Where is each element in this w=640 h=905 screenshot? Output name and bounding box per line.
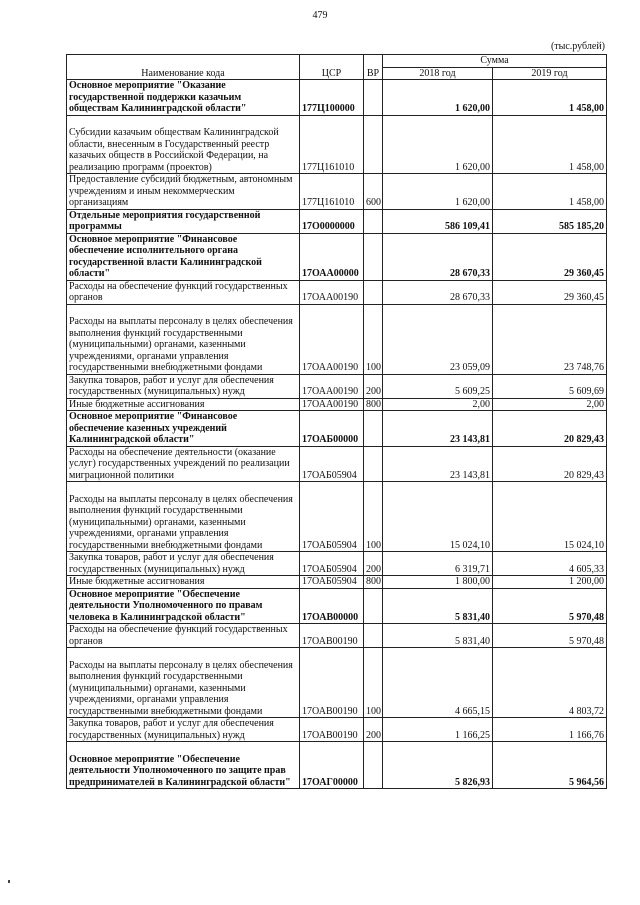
row-csr: 17ОАА00190 [300,398,364,411]
row-vr [364,233,383,280]
table-row [67,588,607,624]
units-label: (тыс.рублей) [550,41,605,52]
row-name-line: учреждениям и иным некоммерческим [69,185,235,197]
table-row [67,398,607,411]
row-vr: 200 [364,374,383,398]
row-name-line: Основное мероприятие "Обеспечение [69,588,240,600]
row-name-line: (муниципальными) органами, казенными [69,682,246,694]
row-name [67,742,300,789]
row-name [67,209,300,233]
row-csr: 17ОАА00190 [300,304,364,374]
row-name-line: государственных (муниципальных) нужд [69,386,245,397]
row-name-line: миграционной политики [69,469,174,481]
table-row [67,411,607,447]
row-name-line: выполнения функций государственными [69,671,243,682]
row-name-line: государственными внебюджетными фондами [69,539,263,551]
row-vr [364,742,383,789]
row-sum-2019: 5 970,48 [493,624,607,648]
row-name [67,588,300,624]
row-name-line: учреждениями, органами управления [69,528,229,539]
header-year-2019: 2019 год [493,67,607,80]
row-sum-2019: 2,00 [493,398,607,411]
row-sum-2018: 586 109,41 [383,209,493,233]
row-vr [364,588,383,624]
row-sum-2019: 5 609,69 [493,374,607,398]
page-number: 479 [312,10,328,21]
row-name-line: Калининградской области" [69,434,195,445]
table-row [67,209,607,233]
row-sum-2018: 15 024,10 [383,482,493,552]
row-csr: 177Ц161010 [300,174,364,210]
row-sum-2018: 5 609,25 [383,374,493,398]
row-name-line: Расходы на выплаты персоналу в целях обеспечения [69,316,293,327]
row-name [67,398,300,411]
row-name-line: Расходы на выплаты персоналу в целях обеспечения [69,659,293,671]
row-csr: 17ОАВ00190 [300,648,364,718]
row-csr: 17ОАГ00000 [300,742,364,789]
row-sum-2018: 6 319,71 [383,552,493,576]
row-csr: 17ОАВ00190 [300,718,364,742]
row-csr: 17ОАБ05904 [300,576,364,589]
row-name [67,174,300,210]
row-name-line: государственными внебюджетными фондами [69,362,263,373]
row-sum-2018: 1 166,25 [383,718,493,742]
row-sum-2019: 4 605,33 [493,552,607,576]
row-name-line: (муниципальными) органами, казенными [69,516,246,528]
row-name-line: (муниципальными) органами, казенными [69,339,246,350]
row-sum-2018: 2,00 [383,398,493,411]
row-name [67,233,300,280]
row-vr: 100 [364,304,383,374]
row-sum-2019: 15 024,10 [493,482,607,552]
scan-mark [8,880,10,883]
row-sum-2019: 29 360,45 [493,233,607,280]
row-csr: 17ОАБ05904 [300,552,364,576]
row-name-line: Закупка товаров, работ и услуг для обеспечения [69,718,274,729]
row-name-line: выполнения функций государственными [69,505,243,516]
row-name-line: услуг) государственных учреждений по реализации [69,458,290,469]
row-vr: 100 [364,482,383,552]
row-name-line [69,648,297,660]
row-name [67,280,300,304]
row-name [67,446,300,482]
row-sum-2019: 4 803,72 [493,648,607,718]
row-vr: 800 [364,398,383,411]
row-sum-2018: 5 831,40 [383,588,493,624]
row-vr [364,624,383,648]
row-sum-2018: 4 665,15 [383,648,493,718]
row-name-line: области" [69,268,111,279]
row-vr [364,209,383,233]
row-sum-2018: 28 670,33 [383,233,493,280]
row-name [67,648,300,718]
row-sum-2018: 1 620,00 [383,115,493,174]
table-row [67,233,607,280]
row-sum-2019: 5 970,48 [493,588,607,624]
row-sum-2019: 1 458,00 [493,174,607,210]
row-sum-2018: 28 670,33 [383,280,493,304]
row-name-line: обеспечение исполнительного органа [69,245,238,256]
row-sum-2019: 1 458,00 [493,115,607,174]
row-sum-2019: 20 829,43 [493,446,607,482]
table-body [67,80,607,789]
row-name [67,624,300,648]
row-name [67,80,300,116]
header-year-2018: 2018 год [383,67,493,80]
row-csr: 17ОАА00190 [300,374,364,398]
row-name-line: деятельности Уполномоченного по правам [69,600,263,611]
table-row [67,718,607,742]
row-name [67,552,300,576]
row-sum-2018: 1 620,00 [383,80,493,116]
row-vr [364,80,383,116]
row-sum-2019: 1 458,00 [493,80,607,116]
row-csr: 17ОАБ00000 [300,411,364,447]
row-name-line: обеспечение казенных учреждений [69,422,227,434]
row-name-line: Расходы на выплаты персоналу в целях обеспечения [69,493,293,505]
table-row [67,576,607,589]
row-vr [364,446,383,482]
table-row [67,446,607,482]
row-csr: 17ОАА00190 [300,280,364,304]
table-row [67,624,607,648]
row-name-line: Основное мероприятие "Финансовое [69,411,238,422]
row-sum-2018: 23 143,81 [383,446,493,482]
header-name: Наименование кода [67,55,300,80]
row-sum-2018: 1 800,00 [383,576,493,589]
row-csr: 177Ц100000 [300,80,364,116]
row-name-line: государственной власти Калининградской [69,256,262,268]
table-row [67,80,607,116]
row-name-line: Расходы на обеспечение функций государственных [69,624,288,635]
row-name-line [69,742,297,754]
row-name-line: государственной поддержки казачьим [69,91,242,103]
row-name [67,374,300,398]
table-row [67,742,607,789]
row-vr [364,280,383,304]
row-vr: 800 [364,576,383,589]
row-sum-2019: 23 748,76 [493,304,607,374]
row-csr: 17ОАВ00190 [300,624,364,648]
row-name-line: Отдельные мероприятия государственной [69,209,261,221]
row-name-line: Основное мероприятие "Финансовое [69,233,238,245]
row-name [67,304,300,374]
budget-table [66,54,607,789]
header-sum: Сумма [383,55,607,68]
table-row [67,115,607,174]
row-name-line [69,116,297,128]
row-name-line: Основное мероприятие "Обеспечение [69,753,240,765]
row-vr [364,115,383,174]
row-name-line: учреждениями, органами управления [69,350,229,362]
row-name-line: области, внесенным в Государственный реестр [69,138,270,150]
row-name-line: органов [69,292,103,303]
row-name-line: Иные бюджетные ассигнования [69,576,205,587]
row-name [67,576,300,589]
table-row [67,174,607,210]
row-name-line: организациям [69,197,129,208]
row-vr: 600 [364,174,383,210]
row-vr: 100 [364,648,383,718]
row-name-line: Предоставление субсидий бюджетным, автономным [69,174,293,185]
row-csr: 17ОАБ05904 [300,482,364,552]
row-name-line: учреждениями, органами управления [69,694,229,705]
row-name-line [69,482,297,494]
row-name-line: органов [69,635,103,647]
row-sum-2019: 29 360,45 [493,280,607,304]
row-name-line: Иные бюджетные ассигнования [69,398,205,410]
row-name-line: обществам Калининградской области" [69,103,247,114]
row-sum-2018: 1 620,00 [383,174,493,210]
row-name-line: Основное мероприятие "Оказание [69,80,226,91]
row-sum-2018: 23 059,09 [383,304,493,374]
row-csr: 177Ц161010 [300,115,364,174]
table-row [67,648,607,718]
row-csr: 17ОАА00000 [300,233,364,280]
row-name [67,411,300,447]
row-vr: 200 [364,552,383,576]
row-name-line: реализацию программ (проектов) [69,161,212,173]
table-row [67,280,607,304]
row-name [67,115,300,174]
row-name-line: предпринимателей в Калининградской области" [69,776,291,788]
row-name-line [69,305,297,317]
table-row [67,552,607,576]
row-csr: 17О0000000 [300,209,364,233]
row-sum-2019: 1 200,00 [493,576,607,589]
row-name-line: Расходы на обеспечение функций государственных [69,280,288,292]
header-csr: ЦСР [300,55,364,80]
row-sum-2019: 5 964,56 [493,742,607,789]
row-name-line: государственными внебюджетными фондами [69,705,263,717]
table-row [67,482,607,552]
row-name-line: человека в Калининградской области" [69,611,246,623]
row-name-line: Субсидии казачьим обществам Калининградской [69,127,279,138]
row-name-line: государственных (муниципальных) нужд [69,729,245,741]
row-name [67,482,300,552]
row-name-line: Закупка товаров, работ и услуг для обеспечения [69,374,274,386]
row-vr [364,411,383,447]
row-name-line: казачьих обществ в Российской Федерации, на [69,150,269,161]
row-sum-2019: 20 829,43 [493,411,607,447]
row-name [67,718,300,742]
row-sum-2018: 5 826,93 [383,742,493,789]
row-name-line: Закупка товаров, работ и услуг для обеспечения [69,552,274,563]
row-sum-2018: 23 143,81 [383,411,493,447]
row-sum-2019: 585 185,20 [493,209,607,233]
row-name-line: Расходы на обеспечение деятельности (оказание [69,446,276,458]
row-csr: 17ОАБ05904 [300,446,364,482]
table-row [67,374,607,398]
row-sum-2018: 5 831,40 [383,624,493,648]
row-vr: 200 [364,718,383,742]
row-sum-2019: 1 166,76 [493,718,607,742]
row-name-line: программы [69,221,122,232]
row-name-line: выполнения функций государственными [69,327,243,339]
row-name-line: государственных (муниципальных) нужд [69,563,245,575]
row-name-line: деятельности Уполномоченного по защите прав [69,765,286,776]
row-csr: 17ОАВ00000 [300,588,364,624]
table-row [67,304,607,374]
header-vr: ВР [364,55,383,80]
